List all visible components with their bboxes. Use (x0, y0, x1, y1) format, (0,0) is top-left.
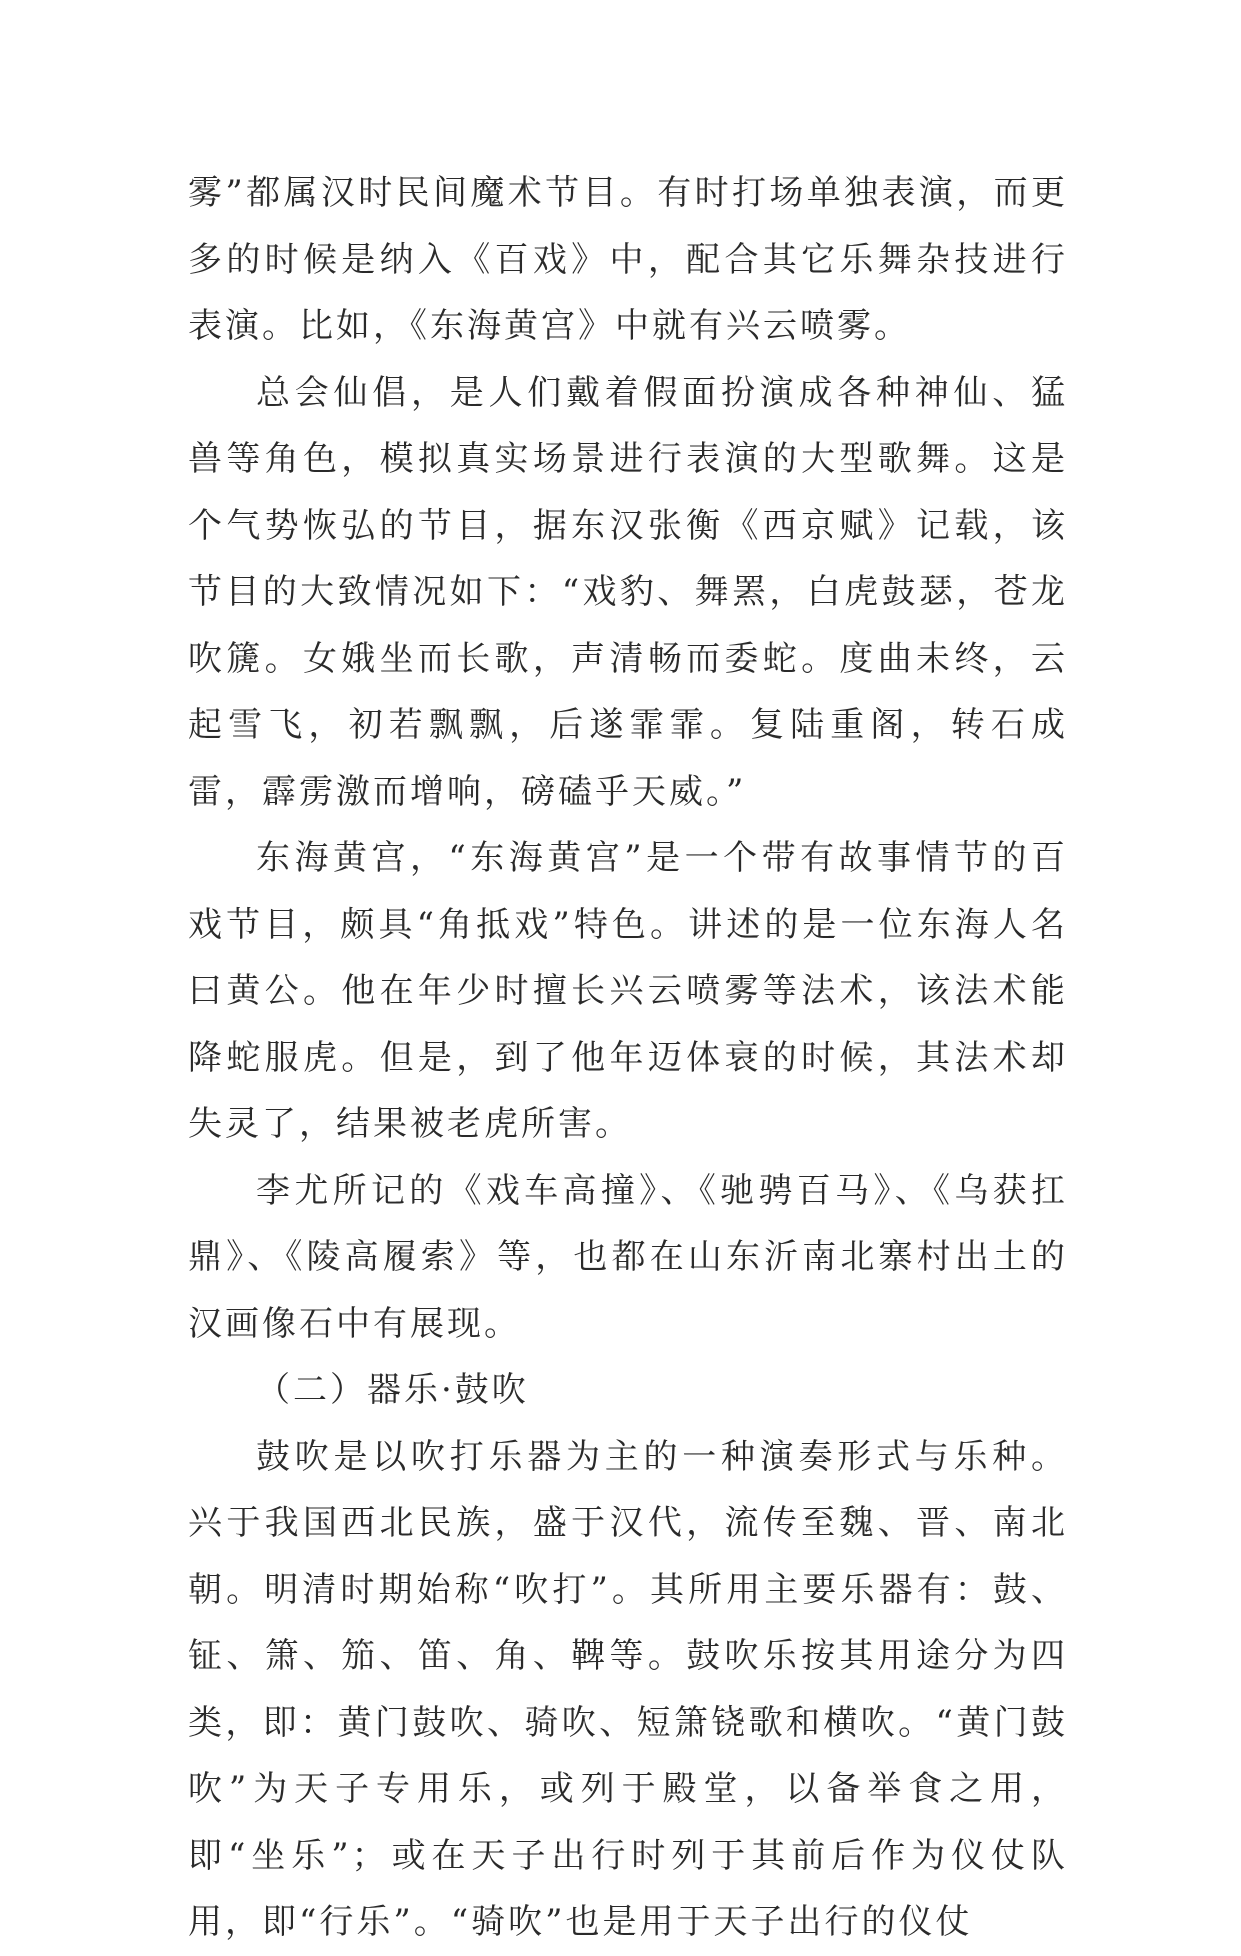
section-heading: （二）器乐·鼓吹 (256, 1370, 529, 1410)
body-text (188, 160, 1068, 1956)
paragraph-continuation: 雾”都属汉时民间魔术节目。有时打场单独表演，而更多的时候是纳入《百戏》中，配合其它乐舞杂技进行表演。比如，《东海黄宫》中就有兴云喷雾。 (188, 173, 1068, 346)
paragraph-guchui: 鼓吹是以吹打乐器为主的一种演奏形式与乐种。兴于我国西北民族，盛于汉代，流传至魏、晋、南北朝。明清时期始称“吹打”。其所用主要乐器有：鼓、钲、箫、笳、笛、角、鞞等。鼓吹乐按其用途分为四类，即：黄门鼓吹、骑吹、短箫铙歌和横吹。“黄门鼓吹”为天子专用乐，或列于殿堂，以备举食之用，即“坐乐”；或在天子出行时列于其前后作为仪仗队用，即“行乐”。“骑吹”也是用于天子出行的仪仗 (188, 1436, 1068, 1942)
paragraph-li-you: 李尤所记的《戏车高撞》、《驰骋百马》、《乌获扛鼎》、《陵高履索》等，也都在山东沂南北寨村出土的汉画像石中有展现。 (188, 1170, 1068, 1344)
paragraph-zonghui-xianchang: 总会仙倡，是人们戴着假面扮演成各种神仙、猛兽等角色，模拟真实场景进行表演的大型歌舞。这是个气势恢弘的节目，据东汉张衡《西京赋》记载，该节目的大致情况如下：“戏豹、舞罴，白虎鼓瑟，苍龙吹篪。女娥坐而长歌，声清畅而委蛇。度曲未终，云起雪飞，初若飘飘，后遂霏霏。复陆重阁，转石成雷，霹雳激而增响，磅磕乎天威。” (188, 372, 1068, 812)
paragraph-donghai-huanggong: 东海黄宫，“东海黄宫”是一个带有故事情节的百戏节目，颇具“角抵戏”特色。讲述的是一位东海人名曰黄公。他在年少时擅长兴云喷雾等法术，该法术能降蛇服虎。但是，到了他年迈体衰的时候，其法术却失灵了，结果被老虎所害。 (188, 838, 1068, 1144)
